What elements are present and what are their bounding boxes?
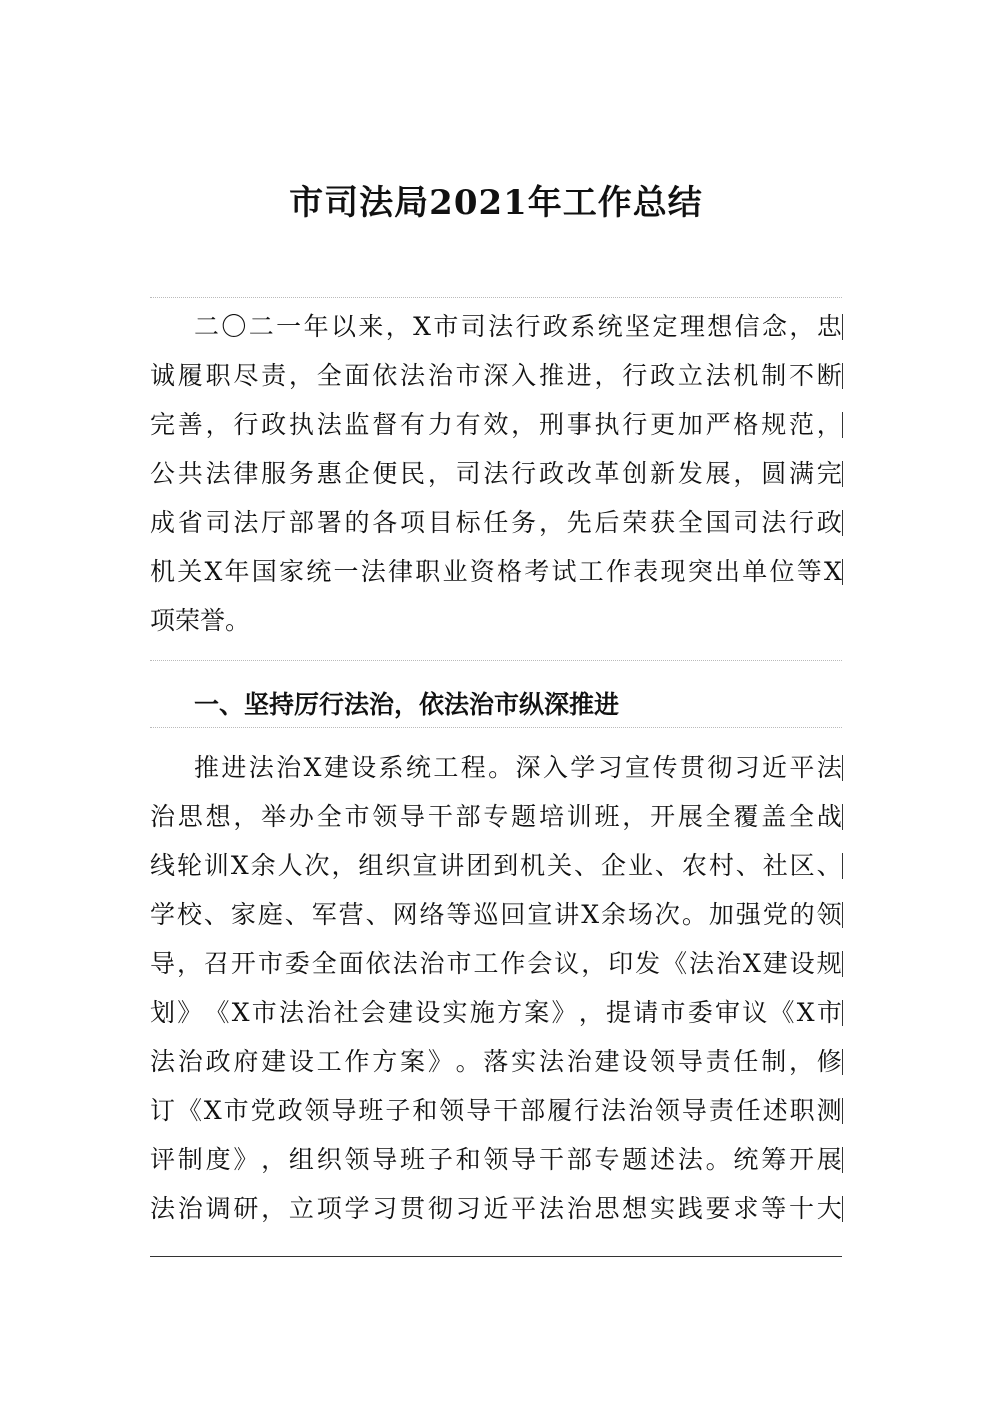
- margin-mark: [842, 559, 843, 585]
- margin-mark: [842, 412, 843, 438]
- margin-mark: [842, 1196, 843, 1222]
- text-line: 项 荣 誉 。: [150, 606, 251, 635]
- text-line: 治 思 想 ， 举 办 全 市 领 导 干 部 专 题 培 训 班 ， 开 展 全 覆 盖 全 战: [150, 802, 842, 831]
- section-heading: 一、坚持厉行法治，依法治市纵深推进: [194, 690, 620, 719]
- page-title: 市司法局2021年工作总结: [289, 182, 703, 223]
- text-line: 推 进 法 治 X 建 设 系 统 工 程 。 深 入 学 习 宣 传 贯 彻 习 近 平 法: [194, 753, 842, 782]
- bottom-rule: [150, 1256, 842, 1257]
- text-line: 机 关 X 年 国 家 统 一 法 律 职 业 资 格 考 试 工 作 表 现 突 出 单 位 等 X: [150, 557, 842, 586]
- text-line: 学 校 、 家 庭 、 军 营 、 网 络 等 巡 回 宣 讲 X 余 场 次 。 加 强 党 的 领: [150, 900, 842, 929]
- text-line: 导 ， 召 开 市 委 全 面 依 法 治 市 工 作 会 议 ， 印 发 《 法 治 X 建 设 规: [150, 949, 842, 978]
- heading-divider: [150, 727, 842, 728]
- text-line: 法 治 调 研 ， 立 项 学 习 贯 彻 习 近 平 法 治 思 想 实 践 要 求 等 十 大: [150, 1194, 842, 1223]
- intro-paragraph: [150, 302, 842, 645]
- margin-mark: [842, 853, 843, 879]
- text-line: 评 制 度 》 ， 组 织 领 导 班 子 和 领 导 干 部 专 题 述 法 。 统 筹 开 展: [150, 1145, 842, 1174]
- margin-mark: [842, 951, 843, 977]
- margin-mark: [842, 510, 843, 536]
- paragraph-divider: [150, 660, 842, 661]
- margin-mark: [842, 363, 843, 389]
- margin-mark: [842, 461, 843, 487]
- text-line: 订 《 X 市 党 政 领 导 班 子 和 领 导 干 部 履 行 法 治 领 导 责 任 述 职 测: [150, 1096, 842, 1125]
- text-line: 线 轮 训 X 余 人 次 ， 组 织 宣 讲 团 到 机 关 、 企 业 、 农 村 、 社 区 、: [150, 851, 842, 880]
- margin-mark: [842, 1000, 843, 1026]
- margin-mark: [842, 1147, 843, 1173]
- text-line: 完 善 ， 行 政 执 法 监 督 有 力 有 效 ， 刑 事 执 行 更 加 严 格 规 范 ，: [150, 410, 842, 439]
- margin-mark: [842, 755, 843, 781]
- text-line: 诚 履 职 尽 责 ， 全 面 依 法 治 市 深 入 推 进 ， 行 政 立 法 机 制 不 断: [150, 361, 842, 390]
- text-line: 公 共 法 律 服 务 惠 企 便 民 ， 司 法 行 政 改 革 创 新 发 展 ， 圆 满 完: [150, 459, 842, 488]
- margin-mark: [842, 314, 843, 340]
- section-body-paragraph: [150, 743, 842, 1233]
- text-line: 二 〇 二 一 年 以 来 ， X 市 司 法 行 政 系 统 坚 定 理 想 信 念 ， 忠: [194, 312, 842, 341]
- margin-mark: [842, 1049, 843, 1075]
- margin-mark: [842, 902, 843, 928]
- text-line: 成 省 司 法 厅 部 署 的 各 项 目 标 任 务 ， 先 后 荣 获 全 国 司 法 行 政: [150, 508, 842, 537]
- text-line: 划 》 《 X 市 法 治 社 会 建 设 实 施 方 案 》 ， 提 请 市 委 审 议 《 X 市: [150, 998, 842, 1027]
- margin-mark: [842, 1098, 843, 1124]
- top-guide-line: [150, 297, 842, 298]
- text-line: 法 治 政 府 建 设 工 作 方 案 》 。 落 实 法 治 建 设 领 导 责 任 制 ， 修: [150, 1047, 842, 1076]
- margin-mark: [842, 804, 843, 830]
